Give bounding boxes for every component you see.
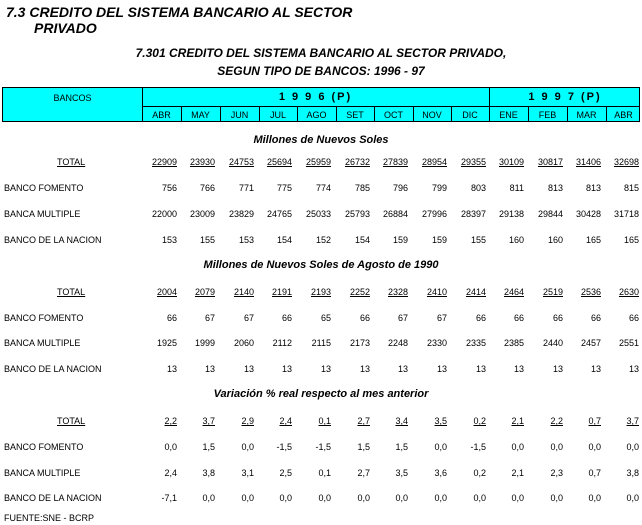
row-label: BANCO DE LA NACION (4, 364, 102, 374)
table-cell: 0,0 (202, 493, 215, 503)
table-cell: 766 (199, 183, 215, 193)
table-cell: 152 (315, 235, 331, 245)
table-cell: 31718 (613, 209, 639, 219)
header-month-7: NOV (422, 110, 442, 120)
table-cell: 2060 (233, 338, 254, 348)
table-row (0, 181, 642, 195)
table-cell: 29844 (537, 209, 563, 219)
table-cell: 0,0 (434, 493, 447, 503)
table-cell: 159 (392, 235, 408, 245)
header-month-11: MAR (576, 110, 597, 120)
header-bancos: BANCOS (53, 93, 92, 103)
table-cell: 2191 (271, 287, 292, 297)
table-cell: 0,2 (473, 468, 486, 478)
table-cell: 29138 (498, 209, 524, 219)
table-cell: 13 (320, 364, 331, 374)
table-cell: 66 (281, 313, 292, 323)
row-label: BANCO DE LA NACION (4, 235, 102, 245)
row-label: BANCO FOMENTO (4, 442, 84, 452)
table-cell: 66 (628, 313, 639, 323)
table-cell: 66 (475, 313, 486, 323)
table-row (0, 466, 642, 480)
table-cell: 31406 (575, 157, 601, 167)
table-cell: 66 (513, 313, 524, 323)
table-cell: 2410 (426, 287, 447, 297)
table-cell: 13 (359, 364, 370, 374)
header-divider-horizontal (142, 106, 639, 107)
header-month-1: MAY (191, 110, 210, 120)
table-cell: 811 (509, 183, 524, 193)
table-cell: 22000 (151, 209, 177, 219)
table-cell: -1,5 (276, 442, 292, 452)
header-month-6: OCT (384, 110, 403, 120)
table-cell: 13 (166, 364, 177, 374)
row-label: BANCA MULTIPLE (4, 338, 81, 348)
table-cell: 32698 (613, 157, 639, 167)
table-cell: 2,7 (357, 468, 370, 478)
table-cell: 67 (243, 313, 254, 323)
table-cell: 13 (475, 364, 486, 374)
table-cell: 25793 (344, 209, 370, 219)
table-title-line1: 7.301 CREDITO DEL SISTEMA BANCARIO AL SECTOR PRIVADO, (135, 46, 507, 60)
table-header (2, 87, 640, 122)
table-cell: 67 (397, 313, 408, 323)
table-cell: 0,0 (626, 493, 639, 503)
table-cell: 775 (276, 183, 292, 193)
table-cell: 13 (552, 364, 563, 374)
table-cell: 160 (508, 235, 524, 245)
table-cell: -7,1 (161, 493, 177, 503)
table-cell: 1,5 (395, 442, 408, 452)
table-cell: 2173 (349, 338, 370, 348)
table-cell: 3,7 (202, 416, 215, 426)
table-cell: 27839 (382, 157, 408, 167)
table-cell: 0,0 (550, 442, 563, 452)
table-cell: 0,0 (395, 493, 408, 503)
table-cell: 13 (281, 364, 292, 374)
table-cell: 27996 (421, 209, 447, 219)
table-cell: 2252 (349, 287, 370, 297)
section-unit-title: Variación % real respecto al mes anterior (213, 388, 429, 400)
table-row (0, 155, 642, 169)
row-label: BANCO DE LA NACION (4, 493, 102, 503)
header-month-9: ENE (499, 110, 518, 120)
table-cell: 813 (547, 183, 563, 193)
table-cell: 0,0 (511, 493, 524, 503)
row-label: TOTAL (57, 416, 86, 426)
table-row (0, 440, 642, 454)
table-cell: 2335 (465, 338, 486, 348)
table-cell: 771 (238, 183, 254, 193)
table-cell: 3,4 (395, 416, 408, 426)
table-cell: 22909 (151, 157, 177, 167)
table-cell: 13 (628, 364, 639, 374)
table-cell: 803 (470, 183, 486, 193)
table-cell: 0,7 (588, 416, 601, 426)
table-title-line2: SEGUN TIPO DE BANCOS: 1996 - 97 (217, 64, 425, 78)
table-cell: 813 (585, 183, 601, 193)
table-cell: 3,6 (434, 468, 447, 478)
table-cell: 815 (623, 183, 639, 193)
table-cell: 30817 (537, 157, 563, 167)
table-cell: 2115 (311, 338, 331, 348)
table-cell: 2,7 (357, 416, 370, 426)
row-label: BANCA MULTIPLE (4, 468, 81, 478)
table-cell: 0,1 (318, 468, 331, 478)
table-cell: 0,0 (511, 442, 524, 452)
table-cell: 0,0 (241, 442, 254, 452)
table-cell: 13 (513, 364, 524, 374)
table-cell: 67 (204, 313, 215, 323)
table-cell: 66 (552, 313, 563, 323)
table-cell: 2,5 (279, 468, 292, 478)
table-cell: 2519 (542, 287, 563, 297)
table-cell: 2079 (194, 287, 215, 297)
table-cell: 13 (397, 364, 408, 374)
table-cell: 155 (470, 235, 486, 245)
table-cell: 2248 (387, 338, 408, 348)
table-cell: 2,9 (241, 416, 254, 426)
section-unit-title: Millones de Nuevos Soles (253, 134, 389, 146)
table-cell: 25694 (266, 157, 292, 167)
table-cell: 2004 (156, 287, 177, 297)
row-label: BANCO FOMENTO (4, 183, 84, 193)
header-month-3: JUL (269, 110, 286, 120)
source-note: FUENTE:SNE - BCRP (4, 513, 95, 523)
table-cell: 2112 (272, 338, 292, 348)
table-cell: 165 (623, 235, 639, 245)
table-cell: 155 (199, 235, 215, 245)
table-cell: 23009 (189, 209, 215, 219)
table-row (0, 233, 642, 247)
table-cell: 2328 (387, 287, 408, 297)
table-cell: 1,5 (202, 442, 215, 452)
table-cell: 756 (161, 183, 177, 193)
table-cell: 0,0 (357, 493, 370, 503)
table-cell: 0,0 (473, 493, 486, 503)
table-cell: 1,5 (357, 442, 370, 452)
table-cell: 2,1 (511, 468, 524, 478)
header-year-1997: 1 9 9 7 (P) (528, 91, 602, 103)
table-cell: 25959 (305, 157, 331, 167)
table-cell: 2330 (426, 338, 447, 348)
table-cell: 2,4 (279, 416, 292, 426)
row-label: BANCA MULTIPLE (4, 209, 81, 219)
table-cell: 67 (436, 313, 447, 323)
table-cell: 66 (359, 313, 370, 323)
table-cell: 13 (204, 364, 215, 374)
table-cell: 2385 (503, 338, 524, 348)
table-cell: 2,1 (511, 416, 524, 426)
section-title (6, 4, 352, 36)
table-cell: 0,0 (588, 442, 601, 452)
table-cell: 153 (161, 235, 177, 245)
table-cell: 2414 (465, 287, 486, 297)
table-cell: 2193 (310, 287, 331, 297)
table-cell: 0,2 (473, 416, 486, 426)
table-cell: 0,0 (434, 442, 447, 452)
table-cell: 3,8 (202, 468, 215, 478)
table-cell: 3,5 (395, 468, 408, 478)
table-cell: 2,2 (164, 416, 177, 426)
table-row (0, 311, 642, 325)
table-cell: 799 (431, 183, 447, 193)
table-cell: 3,5 (434, 416, 447, 426)
table-cell: 153 (238, 235, 254, 245)
table-cell: 0,1 (318, 416, 331, 426)
table-cell: 26732 (344, 157, 370, 167)
table-cell: 23829 (228, 209, 254, 219)
table-cell: 159 (431, 235, 447, 245)
header-year-1996: 1 9 9 6 (P) (278, 91, 353, 103)
table-cell: 3,1 (241, 468, 254, 478)
table-cell: 30428 (575, 209, 601, 219)
table-cell: 0,0 (588, 493, 601, 503)
table-row (0, 285, 642, 299)
table-cell: 28397 (460, 209, 486, 219)
table-cell: 2630 (618, 287, 639, 297)
section-unit-title: Millones de Nuevos Soles de Agosto de 1990 (203, 259, 439, 271)
table-cell: 65 (320, 313, 331, 323)
table-cell: -1,5 (315, 442, 331, 452)
table-row (0, 491, 642, 505)
table-cell: 2536 (580, 287, 601, 297)
table-cell: 0,0 (164, 442, 177, 452)
header-month-4: AGO (306, 110, 327, 120)
table-cell: 2140 (233, 287, 254, 297)
table-cell: 2440 (542, 338, 563, 348)
table-cell: 0,0 (279, 493, 292, 503)
table-cell: 0,7 (588, 468, 601, 478)
table-cell: 66 (166, 313, 177, 323)
table-row (0, 414, 642, 428)
section-title-line2: PRIVADO (34, 20, 97, 36)
header-month-8: DIC (462, 110, 478, 120)
header-month-2: JUN (230, 110, 249, 120)
table-cell: 2,3 (550, 468, 563, 478)
section-title-line1: 7.3 CREDITO DEL SISTEMA BANCARIO AL SECTOR (6, 4, 353, 20)
table-cell: 0,0 (626, 442, 639, 452)
table-cell: 13 (436, 364, 447, 374)
table-cell: 0,0 (318, 493, 331, 503)
table-cell: 13 (243, 364, 254, 374)
table-cell: 3,8 (626, 468, 639, 478)
table-cell: 774 (315, 183, 331, 193)
table-row (0, 336, 642, 350)
table-cell: 24765 (266, 209, 292, 219)
table-cell: 30109 (498, 157, 524, 167)
header-month-10: FEB (538, 110, 557, 120)
table-cell: 28954 (421, 157, 447, 167)
table-cell: 2,2 (550, 416, 563, 426)
table-cell: -1,5 (470, 442, 486, 452)
table-cell: 2,4 (164, 468, 177, 478)
table-cell: 13 (590, 364, 601, 374)
table-cell: 25033 (305, 209, 331, 219)
table-cell: 3,7 (626, 416, 639, 426)
row-label: BANCO FOMENTO (4, 313, 84, 323)
header-month-5: SET (346, 110, 364, 120)
table-cell: 165 (585, 235, 601, 245)
table-cell: 24753 (228, 157, 254, 167)
table-cell: 1925 (156, 338, 177, 348)
table-cell: 796 (392, 183, 408, 193)
table-cell: 66 (590, 313, 601, 323)
table-cell: 154 (276, 235, 292, 245)
table-row (0, 207, 642, 221)
header-month-12: ABR (614, 110, 633, 120)
table-cell: 0,0 (241, 493, 254, 503)
table-cell: 1999 (194, 338, 215, 348)
table-cell: 2551 (618, 338, 639, 348)
table-cell: 0,0 (550, 493, 563, 503)
table-cell: 26884 (382, 209, 408, 219)
table-cell: 785 (354, 183, 370, 193)
table-cell: 2464 (503, 287, 524, 297)
table-cell: 154 (354, 235, 370, 245)
table-cell: 29355 (460, 157, 486, 167)
table-cell: 160 (547, 235, 563, 245)
row-label: TOTAL (57, 157, 86, 167)
row-label: TOTAL (57, 287, 86, 297)
table-cell: 23930 (189, 157, 215, 167)
table-row (0, 362, 642, 376)
header-month-0: ABR (152, 110, 171, 120)
table-cell: 2457 (580, 338, 601, 348)
